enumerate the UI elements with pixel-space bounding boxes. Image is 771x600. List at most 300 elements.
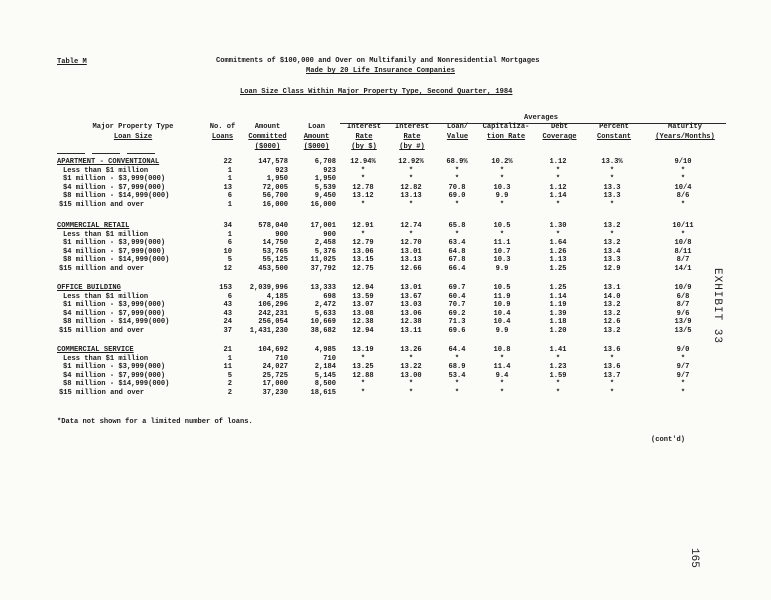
cell-loan-value: 67.8 xyxy=(448,256,466,265)
header-loans: Loans xyxy=(211,133,234,141)
loan-size-label: $8 million - $14,999(000) xyxy=(63,192,170,201)
cell-maturity: 9/7 xyxy=(676,371,690,380)
cell-debt-coverage: 1.14 xyxy=(549,292,567,301)
cell-loan-amount: 4,985 xyxy=(314,346,336,354)
cell-no-of-loans: 1 xyxy=(227,354,232,363)
header-rate-number: Rate xyxy=(403,133,421,141)
cell-interest-rate-dollar: 12.75 xyxy=(352,265,374,273)
cell-cap-rate: 11.4 xyxy=(493,363,511,372)
cell-maturity: 6/8 xyxy=(676,292,690,301)
cell-percent-constant: 13.3 xyxy=(603,256,621,265)
cell-percent-constant: 13.2 xyxy=(603,327,621,335)
header-by-dollar: (by $) xyxy=(351,143,377,151)
cell-loan-amount: 6,708 xyxy=(314,158,336,166)
loan-size-label: $8 million - $14,999(000) xyxy=(63,256,170,265)
cell-no-of-loans: 6 xyxy=(227,192,232,201)
cell-interest-rate-dollar: 12.38 xyxy=(352,318,374,327)
cell-percent-constant: 13.2 xyxy=(603,222,621,230)
cell-cap-rate: * xyxy=(499,230,505,239)
cell-interest-rate-dollar: * xyxy=(360,380,366,389)
cell-debt-coverage: 1.14 xyxy=(549,192,567,201)
cell-interest-rate-dollar: 12.78 xyxy=(352,183,374,192)
cell-interest-rate-dollar: 13.08 xyxy=(352,309,374,318)
cell-no-of-loans: 12 xyxy=(223,265,232,273)
cell-cap-rate: * xyxy=(499,166,505,175)
cell-interest-rate-dollar: * xyxy=(360,230,366,239)
cell-cap-rate: * xyxy=(499,175,505,184)
cell-interest-rate-number: * xyxy=(408,380,414,389)
header-committed: Committed xyxy=(248,133,287,141)
cell-cap-rate: 10.3 xyxy=(493,183,511,192)
cell-interest-rate-number: 12.66 xyxy=(400,265,422,273)
cell-interest-rate-dollar: 12.94% xyxy=(350,158,376,166)
cell-interest-rate-dollar: 12.91 xyxy=(352,222,374,230)
property-type-label: APARTMENT - CONVENTIONAL xyxy=(57,158,160,166)
cell-interest-rate-number: 13.13 xyxy=(400,256,422,265)
header-no-of: No. of xyxy=(209,123,236,131)
header-dash xyxy=(127,153,155,154)
cell-cap-rate: 11.1 xyxy=(493,239,511,248)
cell-maturity: * xyxy=(680,380,686,389)
cell-interest-rate-number: 13.22 xyxy=(400,363,422,372)
cell-interest-rate-number: * xyxy=(408,175,414,184)
cell-cap-rate: 10.8 xyxy=(493,346,511,354)
cell-interest-rate-number: 12.82 xyxy=(400,183,422,192)
cell-loan-amount: 37,792 xyxy=(310,265,336,273)
cell-interest-rate-number: * xyxy=(408,201,414,209)
cell-amount-committed: 25,725 xyxy=(262,371,288,380)
cell-debt-coverage: 1.23 xyxy=(549,363,567,372)
cell-maturity: * xyxy=(680,166,686,175)
table-row xyxy=(0,389,771,398)
cell-loan-amount: 18,615 xyxy=(310,389,336,397)
cell-no-of-loans: 1 xyxy=(227,166,232,175)
header-loan-amount-unit: ($000) xyxy=(303,143,330,151)
header-rate-dollar: Rate xyxy=(355,133,373,141)
cell-percent-constant: 13.2 xyxy=(603,239,621,248)
table-row xyxy=(0,327,771,336)
header-loan-slash: Loan/ xyxy=(446,123,469,131)
header-amount-unit: ($000) xyxy=(254,143,281,151)
cell-amount-committed: 453,500 xyxy=(258,265,288,273)
header-debt: Debt xyxy=(550,123,569,131)
cell-percent-constant: * xyxy=(609,201,615,209)
cell-interest-rate-dollar: 13.25 xyxy=(352,363,374,372)
loan-size-label: $15 million and over xyxy=(59,327,145,335)
cell-loan-value: * xyxy=(454,166,460,175)
cell-cap-rate: * xyxy=(499,389,505,397)
cell-cap-rate: 11.9 xyxy=(493,292,511,301)
cell-loan-value: 60.4 xyxy=(448,292,466,301)
loan-size-label: $4 million - $7,999(000) xyxy=(63,371,166,380)
page-number: 165 xyxy=(688,548,700,568)
cell-loan-value: 64.4 xyxy=(448,346,466,354)
property-type-label: COMMERCIAL SERVICE xyxy=(57,346,134,354)
cell-debt-coverage: 1.12 xyxy=(549,158,567,166)
cell-no-of-loans: 1 xyxy=(227,201,232,209)
cell-amount-committed: 56,700 xyxy=(262,192,288,201)
header-loan: Loan xyxy=(307,123,326,131)
footnote: *Data not shown for a limited number of loans. xyxy=(57,418,253,426)
header-dash xyxy=(57,153,85,154)
cell-maturity: 14/1 xyxy=(674,265,692,273)
cell-no-of-loans: 34 xyxy=(223,222,232,230)
cell-percent-constant: 13.2 xyxy=(603,301,621,310)
cell-interest-rate-number: * xyxy=(408,166,414,175)
cell-debt-coverage: 1.30 xyxy=(549,222,567,230)
cell-amount-committed: 1,950 xyxy=(266,175,288,184)
cell-no-of-loans: 1 xyxy=(227,175,232,184)
cell-no-of-loans: 153 xyxy=(219,284,232,292)
cell-loan-amount: 8,500 xyxy=(314,380,336,389)
cell-interest-rate-dollar: 13.12 xyxy=(352,192,374,201)
cell-loan-amount: 16,000 xyxy=(310,201,336,209)
header-maturity: Maturity xyxy=(667,123,703,131)
cell-maturity: 9/7 xyxy=(676,363,690,372)
cell-loan-amount: 38,682 xyxy=(310,327,336,335)
cell-interest-rate-number: 12.70 xyxy=(400,239,422,248)
table-title-line2: Made by 20 Life Insurance Companies xyxy=(306,67,455,75)
cell-cap-rate: 10.2% xyxy=(491,158,513,166)
cell-percent-constant: 13.6 xyxy=(603,346,621,354)
cell-amount-committed: 242,231 xyxy=(258,309,288,318)
cell-maturity: 9/10 xyxy=(674,158,692,166)
loan-size-label: $1 million - $3,999(000) xyxy=(63,301,166,310)
cell-percent-constant: 13.2 xyxy=(603,309,621,318)
header-loan-size: Loan Size xyxy=(113,133,153,141)
cell-loan-value: 68.9% xyxy=(446,158,468,166)
table-row xyxy=(0,265,771,274)
loan-size-label: $4 million - $7,999(000) xyxy=(63,309,166,318)
cell-loan-amount: 2,184 xyxy=(314,363,336,372)
cell-maturity: 8/7 xyxy=(676,256,690,265)
cell-cap-rate: * xyxy=(499,354,505,363)
cell-loan-value: * xyxy=(454,230,460,239)
table-label: Table M xyxy=(57,58,87,66)
property-type-label: OFFICE BUILDING xyxy=(57,284,121,292)
cell-maturity: 13/5 xyxy=(674,327,692,335)
cell-interest-rate-dollar: 12.94 xyxy=(352,327,374,335)
cell-no-of-loans: 2 xyxy=(227,380,232,389)
cell-interest-rate-dollar: 12.88 xyxy=(352,371,374,380)
cell-no-of-loans: 1 xyxy=(227,230,232,239)
cell-loan-value: 64.8 xyxy=(448,247,466,256)
cell-interest-rate-dollar: 13.06 xyxy=(352,247,374,256)
continued-label: (cont'd) xyxy=(651,436,686,444)
cell-amount-committed: 710 xyxy=(275,354,288,363)
cell-interest-rate-number: 13.03 xyxy=(400,301,422,310)
cell-amount-committed: 106,296 xyxy=(258,301,288,310)
loan-size-label: $4 million - $7,999(000) xyxy=(63,183,166,192)
cell-debt-coverage: 1.26 xyxy=(549,247,567,256)
cell-loan-value: * xyxy=(454,380,460,389)
cell-no-of-loans: 37 xyxy=(223,327,232,335)
cell-loan-amount: 13,333 xyxy=(310,284,336,292)
cell-amount-committed: 16,000 xyxy=(262,201,288,209)
cell-percent-constant: 12.6 xyxy=(603,318,621,327)
cell-percent-constant: 13.4 xyxy=(603,247,621,256)
cell-percent-constant: 13.3 xyxy=(603,183,621,192)
cell-loan-value: 70.8 xyxy=(448,183,466,192)
cell-loan-amount: 2,458 xyxy=(314,239,336,248)
cell-no-of-loans: 10 xyxy=(223,247,232,256)
cell-interest-rate-number: 12.92% xyxy=(398,158,424,166)
cell-amount-committed: 578,040 xyxy=(258,222,288,230)
header-by-number: (by #) xyxy=(399,143,425,151)
loan-size-label: Less than $1 million xyxy=(63,292,149,301)
cell-cap-rate: 9.9 xyxy=(495,327,509,335)
cell-loan-value: * xyxy=(454,354,460,363)
cell-loan-value: 63.4 xyxy=(448,239,466,248)
cell-cap-rate: 10.3 xyxy=(493,256,511,265)
cell-loan-amount: 900 xyxy=(323,230,336,239)
cell-interest-rate-dollar: * xyxy=(360,166,366,175)
cell-maturity: * xyxy=(680,354,686,363)
cell-debt-coverage: * xyxy=(555,354,561,363)
cell-interest-rate-number: 13.00 xyxy=(400,371,422,380)
cell-interest-rate-dollar: * xyxy=(360,354,366,363)
cell-amount-committed: 72,005 xyxy=(262,183,288,192)
cell-no-of-loans: 11 xyxy=(223,363,232,372)
cell-interest-rate-dollar: 13.15 xyxy=(352,256,374,265)
cell-interest-rate-dollar: * xyxy=(360,175,366,184)
cell-loan-amount: 5,376 xyxy=(314,247,336,256)
header-amount: Amount xyxy=(254,123,281,131)
table-row xyxy=(0,201,771,210)
header-interest-number: Interest xyxy=(394,123,430,131)
cell-interest-rate-number: 13.06 xyxy=(400,309,422,318)
header-constant: Constant xyxy=(596,133,632,141)
cell-no-of-loans: 6 xyxy=(227,239,232,248)
cell-loan-amount: 1,950 xyxy=(314,175,336,184)
cell-loan-amount: 5,633 xyxy=(314,309,336,318)
cell-loan-amount: 710 xyxy=(323,354,336,363)
cell-maturity: 8/11 xyxy=(674,247,692,256)
cell-interest-rate-number: 13.01 xyxy=(400,247,422,256)
cell-loan-value: * xyxy=(454,201,460,209)
cell-cap-rate: 9.4 xyxy=(495,371,509,380)
cell-amount-committed: 4,185 xyxy=(266,292,288,301)
cell-debt-coverage: 1.18 xyxy=(549,318,567,327)
cell-loan-value: 69.0 xyxy=(448,192,466,201)
header-loan-amount: Amount xyxy=(303,133,330,141)
cell-amount-committed: 55,125 xyxy=(262,256,288,265)
cell-interest-rate-dollar: 13.19 xyxy=(352,346,374,354)
cell-amount-committed: 14,750 xyxy=(262,239,288,248)
cell-loan-amount: 17,001 xyxy=(310,222,336,230)
cell-cap-rate: * xyxy=(499,201,505,209)
cell-loan-value: 70.7 xyxy=(448,301,466,310)
cell-amount-committed: 17,000 xyxy=(262,380,288,389)
cell-loan-value: 65.8 xyxy=(448,222,466,230)
cell-no-of-loans: 24 xyxy=(223,318,232,327)
cell-cap-rate: 9.9 xyxy=(495,265,509,273)
cell-percent-constant: 13.3 xyxy=(603,192,621,201)
cell-cap-rate: 10.4 xyxy=(493,309,511,318)
cell-amount-committed: 104,692 xyxy=(258,346,288,354)
cell-debt-coverage: 1.41 xyxy=(549,346,567,354)
header-coverage: Coverage xyxy=(542,133,577,141)
cell-loan-value: 66.4 xyxy=(448,265,466,273)
loan-size-label: $8 million - $14,999(000) xyxy=(63,380,170,389)
cell-interest-rate-number: 13.11 xyxy=(400,327,422,335)
cell-loan-value: 71.3 xyxy=(448,318,466,327)
averages-header: Averages xyxy=(523,114,559,122)
cell-debt-coverage: * xyxy=(555,230,561,239)
cell-maturity: * xyxy=(680,201,686,209)
cell-percent-constant: 13.6 xyxy=(603,363,621,372)
cell-debt-coverage: 1.12 xyxy=(549,183,567,192)
cell-no-of-loans: 13 xyxy=(223,183,232,192)
loan-size-label: Less than $1 million xyxy=(63,166,149,175)
cell-percent-constant: * xyxy=(609,389,615,397)
cell-interest-rate-number: 13.26 xyxy=(400,346,422,354)
cell-cap-rate: 9.9 xyxy=(495,192,509,201)
cell-debt-coverage: * xyxy=(555,166,561,175)
cell-maturity: * xyxy=(680,389,686,397)
cell-amount-committed: 923 xyxy=(275,166,288,175)
loan-size-label: $1 million - $3,999(000) xyxy=(63,239,166,248)
cell-debt-coverage: 1.25 xyxy=(549,265,567,273)
loan-size-label: $1 million - $3,999(000) xyxy=(63,363,166,372)
cell-loan-amount: 923 xyxy=(323,166,336,175)
cell-maturity: 10/8 xyxy=(674,239,692,248)
header-percent: Percent xyxy=(599,123,629,131)
cell-debt-coverage: 1.20 xyxy=(549,327,567,335)
cell-interest-rate-dollar: 12.94 xyxy=(352,284,374,292)
cell-loan-value: 68.9 xyxy=(448,363,466,372)
cell-debt-coverage: * xyxy=(555,380,561,389)
cell-loan-amount: 2,472 xyxy=(314,301,336,310)
loan-size-label: $15 million and over xyxy=(59,265,145,273)
cell-amount-committed: 147,578 xyxy=(258,158,288,166)
cell-cap-rate: 10.4 xyxy=(493,318,511,327)
cell-debt-coverage: 1.13 xyxy=(549,256,567,265)
header-property-type: Major Property Type xyxy=(92,123,174,131)
cell-amount-committed: 2,039,996 xyxy=(249,284,288,292)
cell-interest-rate-number: 12.38 xyxy=(400,318,422,327)
header-value: Value xyxy=(446,133,469,141)
cell-maturity: 13/9 xyxy=(674,318,692,327)
cell-interest-rate-dollar: 13.07 xyxy=(352,301,374,310)
cell-no-of-loans: 5 xyxy=(227,256,232,265)
cell-interest-rate-number: 13.01 xyxy=(400,284,422,292)
loan-size-label: $15 million and over xyxy=(59,389,145,397)
cell-amount-committed: 1,431,230 xyxy=(249,327,288,335)
cell-interest-rate-number: 13.67 xyxy=(400,292,422,301)
cell-percent-constant: * xyxy=(609,380,615,389)
cell-loan-amount: 11,025 xyxy=(310,256,336,265)
cell-percent-constant: 13.1 xyxy=(603,284,621,292)
cell-debt-coverage: 1.25 xyxy=(549,284,567,292)
cell-loan-amount: 5,539 xyxy=(314,183,336,192)
cell-amount-committed: 256,054 xyxy=(258,318,288,327)
cell-interest-rate-dollar: * xyxy=(360,389,366,397)
cell-maturity: * xyxy=(680,230,686,239)
cell-percent-constant: 12.9 xyxy=(603,265,621,273)
cell-debt-coverage: 1.39 xyxy=(549,309,567,318)
cell-interest-rate-number: * xyxy=(408,230,414,239)
cell-maturity: 8/7 xyxy=(676,301,690,310)
cell-loan-amount: 9,450 xyxy=(314,192,336,201)
cell-interest-rate-dollar: 12.79 xyxy=(352,239,374,248)
cell-loan-amount: 5,145 xyxy=(314,371,336,380)
loan-size-label: $15 million and over xyxy=(59,201,145,209)
cell-cap-rate: 10.5 xyxy=(493,284,511,292)
cell-cap-rate: * xyxy=(499,380,505,389)
cell-loan-value: * xyxy=(454,389,460,397)
cell-percent-constant: * xyxy=(609,166,615,175)
cell-percent-constant: * xyxy=(609,354,615,363)
header-years-months: (Years/Months) xyxy=(655,133,715,141)
cell-loan-amount: 10,669 xyxy=(310,318,336,327)
loan-size-label: $1 million - $3,999(000) xyxy=(63,175,166,184)
table-title: Commitments of $100,000 and Over on Multifamily and Nonresidential Mortgages xyxy=(216,57,540,65)
cell-percent-constant: 14.0 xyxy=(603,292,621,301)
cell-interest-rate-dollar: 13.59 xyxy=(352,292,374,301)
cell-maturity: 8/6 xyxy=(676,192,690,201)
loan-size-label: Less than $1 million xyxy=(63,230,149,239)
cell-debt-coverage: * xyxy=(555,389,561,397)
cell-loan-value: 69.6 xyxy=(448,327,466,335)
loan-size-label: Less than $1 million xyxy=(63,354,149,363)
table-subtitle: Loan Size Class Within Major Property Type, Second Quarter, 1984 xyxy=(240,88,513,96)
cell-interest-rate-dollar: * xyxy=(360,201,366,209)
cell-interest-rate-number: * xyxy=(408,389,414,397)
header-capitaliza: Capitaliza- xyxy=(482,123,530,131)
cell-amount-committed: 24,027 xyxy=(262,363,288,372)
loan-size-label: $4 million - $7,999(000) xyxy=(63,247,166,256)
cell-percent-constant: 13.7 xyxy=(603,371,621,380)
cell-loan-value: 53.4 xyxy=(448,371,466,380)
cell-maturity: 10/9 xyxy=(674,284,692,292)
cell-percent-constant: * xyxy=(609,230,615,239)
cell-debt-coverage: * xyxy=(555,175,561,184)
cell-debt-coverage: 1.64 xyxy=(549,239,567,248)
loan-size-label: $8 million - $14,999(000) xyxy=(63,318,170,327)
cell-no-of-loans: 21 xyxy=(223,346,232,354)
cell-interest-rate-number: 12.74 xyxy=(400,222,422,230)
cell-loan-amount: 698 xyxy=(323,292,336,301)
cell-maturity: 10/4 xyxy=(674,183,692,192)
header-cap-rate: tion Rate xyxy=(486,133,526,141)
cell-amount-committed: 900 xyxy=(275,230,288,239)
cell-loan-value: * xyxy=(454,175,460,184)
cell-no-of-loans: 2 xyxy=(227,389,232,397)
cell-loan-value: 69.2 xyxy=(448,309,466,318)
header-dash xyxy=(92,153,120,154)
exhibit-label: EXHIBIT 33 xyxy=(711,268,723,345)
cell-debt-coverage: 1.59 xyxy=(549,371,567,380)
cell-cap-rate: 10.7 xyxy=(493,247,511,256)
cell-maturity: 9/6 xyxy=(676,309,690,318)
cell-amount-committed: 53,765 xyxy=(262,247,288,256)
cell-maturity: 9/0 xyxy=(676,346,690,354)
cell-cap-rate: 10.5 xyxy=(493,222,511,230)
cell-percent-constant: * xyxy=(609,175,615,184)
cell-no-of-loans: 6 xyxy=(227,292,232,301)
cell-debt-coverage: * xyxy=(555,201,561,209)
cell-no-of-loans: 43 xyxy=(223,309,232,318)
cell-maturity: * xyxy=(680,175,686,184)
cell-cap-rate: 10.9 xyxy=(493,301,511,310)
cell-no-of-loans: 43 xyxy=(223,301,232,310)
cell-debt-coverage: 1.19 xyxy=(549,301,567,310)
cell-maturity: 10/11 xyxy=(672,222,694,230)
cell-no-of-loans: 5 xyxy=(227,371,232,380)
cell-interest-rate-number: 13.13 xyxy=(400,192,422,201)
cell-percent-constant: 13.3% xyxy=(601,158,623,166)
